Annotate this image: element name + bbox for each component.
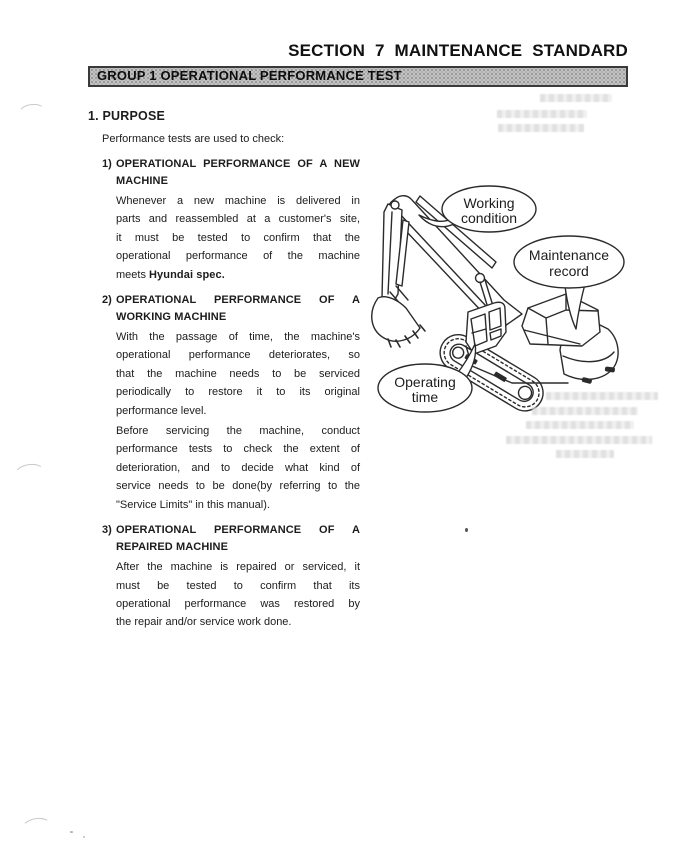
body-line: the repair and/or service work done.	[116, 616, 292, 629]
svg-text:time: time	[411, 389, 439, 405]
svg-text:Operating: Operating	[394, 374, 456, 390]
item-body-paragraph-1	[116, 328, 360, 420]
svg-text:condition: condition	[460, 210, 518, 226]
binder-ring-mark	[13, 462, 48, 487]
item-number: 1)	[102, 158, 112, 170]
body-line: performance level.	[116, 404, 207, 417]
body-line: it must be tested to confirm that the	[116, 231, 360, 244]
body-line: Whenever a new machine is delivered in	[116, 195, 360, 207]
section-title: SECTION 7 MAINTENANCE STANDARD	[288, 41, 628, 60]
item-title-line: REPAIRED MACHINE	[116, 541, 229, 554]
ink-speck	[83, 836, 85, 838]
svg-text:Maintenance: Maintenance	[528, 247, 610, 263]
purpose-item-3	[102, 522, 360, 632]
purpose-item-2	[102, 292, 360, 514]
body-text-bold: Hyundai spec.	[149, 268, 225, 281]
body-line: With the passage of time, the machine's	[116, 331, 360, 344]
svg-text:Working: Working	[463, 195, 515, 211]
body-line: deterioration, and to decide what kind of	[116, 461, 360, 474]
body-line: "Service Limits" in this manual).	[116, 498, 270, 511]
item-title-line: OPERATIONAL PERFORMANCE OF A	[116, 524, 360, 537]
bleed-through-text	[540, 94, 612, 102]
purpose-intro: Performance tests are used to check:	[102, 133, 285, 145]
ink-speck	[70, 831, 73, 833]
bleed-through-text	[506, 436, 652, 444]
body-line: performance tests to check the extent of	[116, 443, 360, 456]
bleed-through-text	[532, 407, 638, 415]
item-body-paragraph-2	[116, 422, 360, 514]
bleed-through-text	[497, 110, 587, 118]
item-title-line: OPERATIONAL PERFORMANCE OF A	[116, 294, 360, 307]
engine-hood	[522, 294, 600, 346]
body-line: that the machine needs to be serviced	[116, 367, 360, 380]
bleed-through-text	[546, 392, 658, 400]
body-text: meets	[116, 268, 150, 281]
purpose-heading: 1. PURPOSE	[88, 109, 166, 123]
item-body	[116, 558, 360, 632]
bleed-through-text	[556, 450, 614, 458]
item-body	[116, 192, 360, 266]
body-line: must be tested to confirm that its	[116, 579, 360, 592]
body-line: service needs to be done(by referring to the	[116, 480, 360, 493]
item-title-line: WORKING MACHINE	[116, 311, 227, 324]
callout-working-condition	[419, 186, 536, 232]
excavator-illustration	[368, 178, 668, 478]
bleed-through-text	[498, 124, 584, 132]
bucket	[372, 297, 420, 341]
binder-ring-mark	[21, 816, 53, 839]
binder-ring-mark	[17, 102, 47, 124]
bleed-through-text	[526, 421, 634, 429]
body-line: Before servicing the machine, conduct	[116, 425, 360, 438]
purpose-item-1	[102, 156, 360, 284]
text-column	[88, 109, 362, 632]
body-line: operational performance deteriorates, so	[116, 349, 360, 362]
item-title-line: OPERATIONAL PERFORMANCE OF A NEW	[116, 158, 360, 170]
item-number: 2)	[102, 294, 112, 307]
item-number: 3)	[102, 524, 112, 537]
body-line: parts and reassembled at a customer's site,	[116, 213, 360, 226]
body-line: periodically to restore it to its original	[116, 386, 360, 399]
body-line: After the machine is repaired or serviced, it	[116, 561, 360, 574]
group-title-bar: GROUP 1 OPERATIONAL PERFORMANCE TEST	[88, 66, 628, 87]
body-line: operational performance was restored by	[116, 597, 360, 610]
body-line: operational performance of the machine	[116, 250, 360, 263]
ink-speck	[465, 528, 468, 532]
svg-text:record: record	[549, 263, 589, 279]
body-line	[116, 266, 360, 284]
item-title-line: MACHINE	[116, 175, 169, 187]
